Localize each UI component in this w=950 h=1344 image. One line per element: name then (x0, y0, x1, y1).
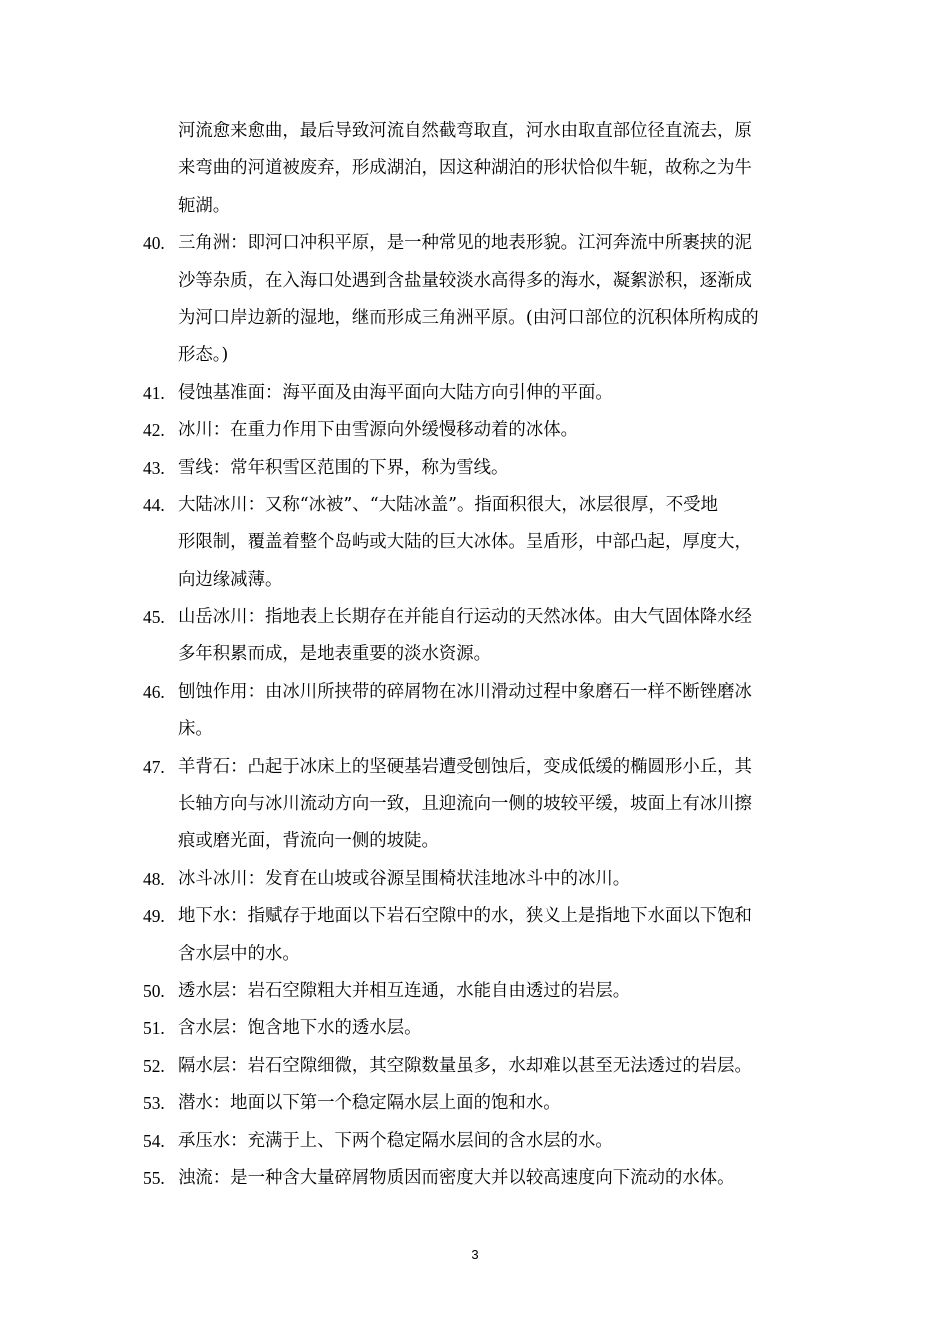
glossary-item-continuation (143, 337, 815, 374)
item-number: 42. (143, 420, 165, 441)
glossary-item (143, 450, 815, 487)
item-text: 来弯曲的河道被废弃，形成湖泊，因这种湖泊的形状恰似牛轭，故称之为牛 (178, 158, 752, 179)
item-text: 床。 (178, 719, 213, 740)
glossary-item-continuation (143, 188, 815, 225)
glossary-item (143, 1010, 815, 1047)
glossary-item-continuation (143, 524, 815, 561)
item-text: 河流愈来愈曲，最后导致河流自然截弯取直，河水由取直部位径直流去，原 (178, 121, 752, 141)
item-text: 含水层中的水。 (178, 943, 300, 964)
item-number: 55. (143, 1167, 165, 1188)
item-number: 52. (143, 1055, 165, 1076)
glossary-item-continuation (143, 636, 815, 673)
item-text: 冰斗冰川：发育在山坡或谷源呈围椅状洼地冰斗中的冰川。 (178, 868, 631, 889)
item-number: 53. (143, 1093, 165, 1114)
item-text: 多年积累而成，是地表重要的淡水资源。 (178, 644, 492, 665)
glossary-item (143, 1085, 815, 1122)
item-number: 49. (143, 906, 165, 927)
item-text: 浊流：是一种含大量碎屑物质因而密度大并以较高速度向下流动的水体。 (178, 1167, 735, 1188)
glossary-item (143, 225, 815, 262)
item-text: 三角洲：即河口冲积平原，是一种常见的地表形貌。江河奔流中所裹挟的泥 (178, 233, 752, 254)
item-text: 冰川：在重力作用下由雪源向外缓慢移动着的冰体。 (178, 420, 578, 441)
item-text: 侵蚀基准面：海平面及由海平面向大陆方向引伸的平面。 (178, 382, 613, 403)
item-text: 长轴方向与冰川流动方向一致，且迎流向一侧的坡较平缓，坡面上有冰川擦 (178, 794, 752, 815)
item-text: 隔水层：岩石空隙细微，其空隙数量虽多，水却难以甚至无法透过的岩层。 (178, 1055, 752, 1076)
item-number: 45. (143, 607, 165, 628)
item-number: 44. (143, 494, 165, 515)
glossary-item (143, 113, 815, 150)
glossary-item (143, 898, 815, 935)
item-number: 54. (143, 1130, 165, 1151)
item-text: 含水层：饱含地下水的透水层。 (178, 1018, 422, 1039)
glossary-item-continuation (143, 150, 815, 187)
item-text: 羊背石：凸起于冰床上的坚硬基岩遭受刨蚀后，变成低缓的椭圆形小丘，其 (178, 756, 752, 777)
page-number: 3 (471, 1247, 479, 1262)
item-number: 46. (143, 681, 165, 702)
glossary-item (143, 674, 815, 711)
item-text: 痕或磨光面，背流向一侧的坡陡。 (178, 831, 439, 852)
item-number: 50. (143, 980, 165, 1001)
glossary-item-continuation (143, 711, 815, 748)
item-text: 潜水：地面以下第一个稳定隔水层上面的饱和水。 (178, 1093, 561, 1114)
item-number: 41. (143, 382, 165, 403)
glossary-item (143, 375, 815, 412)
glossary-item (143, 599, 815, 636)
glossary-item (143, 487, 815, 524)
item-text: 大陆冰川：又称“冰被”、“大陆冰盖”。指面积很大，冰层很厚，不受地 (178, 494, 718, 515)
item-text: 刨蚀作用：由冰川所挟带的碎屑物在冰川滑动过程中象磨石一样不断锉磨冰 (178, 681, 752, 702)
item-text: 为河口岸边新的湿地，继而形成三角洲平原。(由河口部位的沉积体所构成的 (178, 307, 759, 328)
glossary-item (143, 1123, 815, 1160)
item-text: 轭湖。 (178, 195, 231, 216)
item-number: 43. (143, 457, 165, 478)
item-text: 山岳冰川：指地表上长期存在并能自行运动的天然冰体。由大气固体降水经 (178, 607, 752, 628)
item-number: 48. (143, 868, 165, 889)
item-text: 形限制，覆盖着整个岛屿或大陆的巨大冰体。呈盾形，中部凸起，厚度大， (178, 532, 752, 553)
glossary-item-continuation (143, 786, 815, 823)
item-number: 51. (143, 1018, 165, 1039)
item-text: 形态。) (178, 345, 229, 366)
item-text: 承压水：充满于上、下两个稳定隔水层间的含水层的水。 (178, 1130, 613, 1151)
item-text: 透水层：岩石空隙粗大并相互连通，水能自由透过的岩层。 (178, 980, 631, 1001)
glossary-item-continuation (143, 936, 815, 973)
glossary-item-continuation (143, 263, 815, 300)
glossary-item-continuation (143, 823, 815, 860)
item-number: 47. (143, 756, 165, 777)
glossary-item (143, 1160, 815, 1197)
glossary-item-continuation (143, 300, 815, 337)
glossary-item (143, 412, 815, 449)
item-text: 雪线：常年积雪区范围的下界，称为雪线。 (178, 457, 509, 478)
item-text: 沙等杂质，在入海口处遇到含盐量较淡水高得多的海水，凝絮淤积，逐渐成 (178, 270, 752, 291)
item-text: 地下水：指赋存于地面以下岩石空隙中的水，狭义上是指地下水面以下饱和 (178, 906, 752, 927)
glossary-list (143, 113, 815, 1197)
glossary-item (143, 861, 815, 898)
glossary-item-continuation (143, 562, 815, 599)
glossary-item (143, 973, 815, 1010)
item-text: 向边缘减薄。 (178, 569, 283, 590)
glossary-item (143, 1048, 815, 1085)
item-number: 40. (143, 233, 165, 254)
glossary-item (143, 749, 815, 786)
